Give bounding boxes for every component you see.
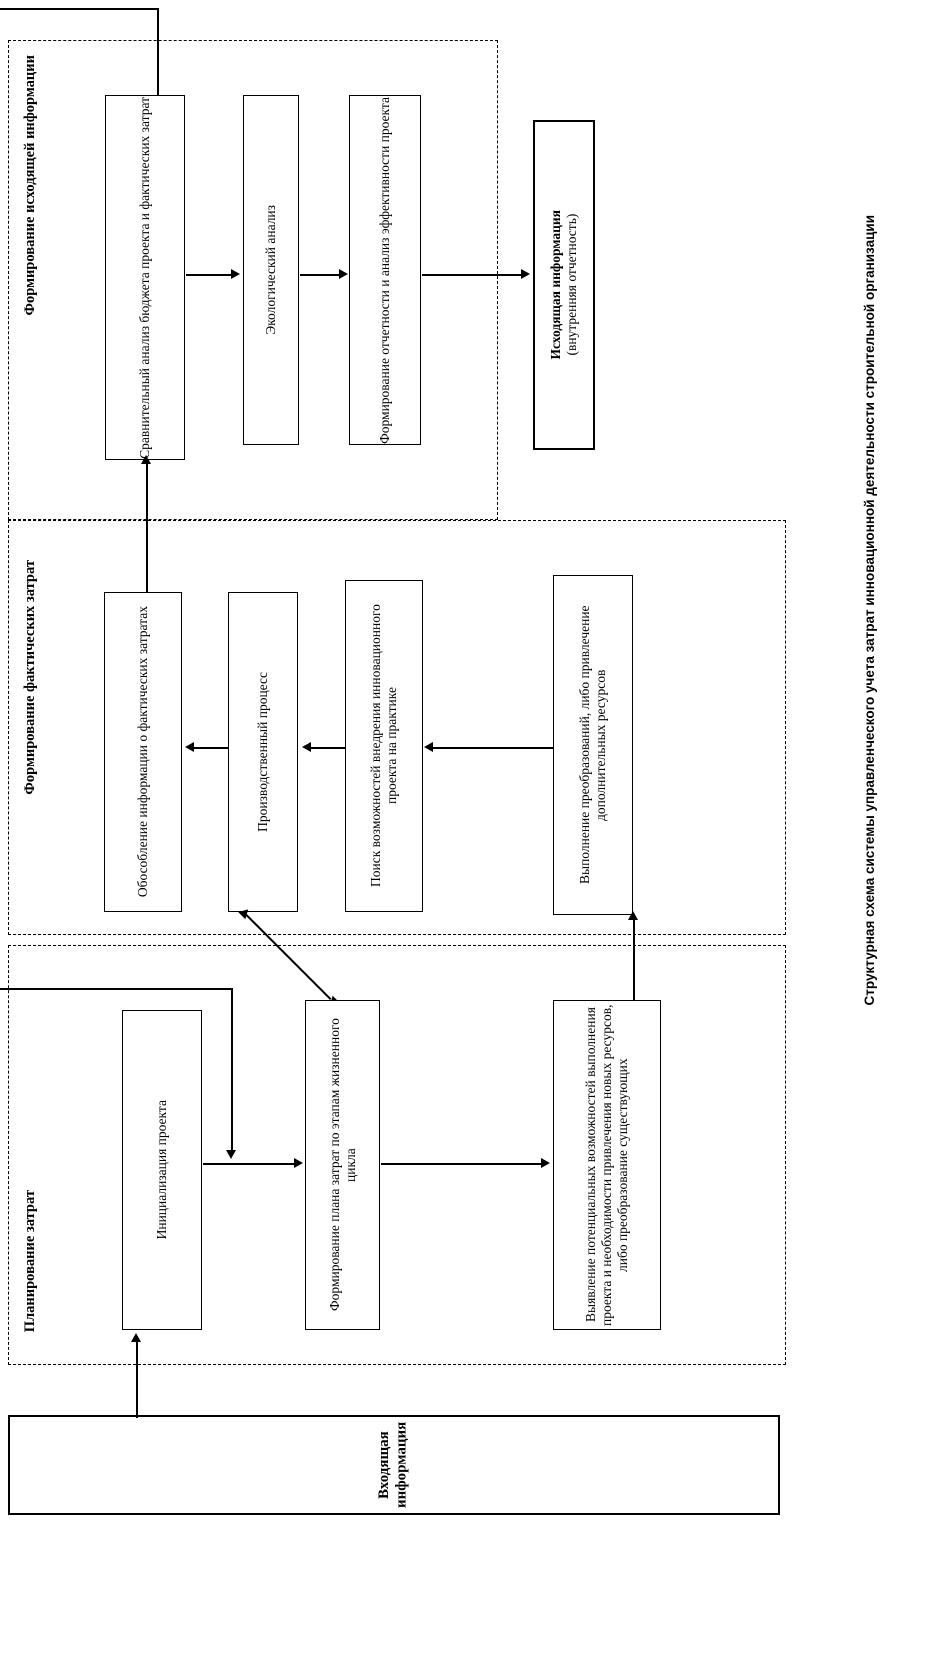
arrowhead-compare-eco	[231, 269, 240, 279]
arrowhead-plan-reveal	[541, 1158, 550, 1168]
arrowhead-search-production	[302, 742, 311, 752]
arrowhead-init-plan	[294, 1158, 303, 1168]
connector-init-plan	[203, 1163, 295, 1165]
arrowhead-planning-loop	[226, 1150, 236, 1159]
box-incoming-information: Входящая информация	[8, 1415, 780, 1515]
planning-loop-vertical	[231, 988, 233, 1153]
box-result-outgoing-info: Исходящая информация (внутренняя отчетность)	[533, 120, 595, 450]
connector-eco-reporting	[300, 274, 340, 276]
planning-loop-horizontal	[0, 988, 232, 990]
connector-compare-eco	[186, 274, 232, 276]
box-transformations: Выполнение преобразований, либо привлечение дополнительных ресурсов	[553, 575, 633, 915]
arrowhead-reporting-result	[521, 269, 530, 279]
connector-search-production	[310, 747, 346, 749]
connector-plan-reveal	[381, 1163, 542, 1165]
box-reveal-potential: Выявление потенциальных возможностей выполнения проекта и необходимости привлечения новых ресурсов, либо преобразование существующих	[553, 1000, 661, 1330]
connector-reporting-result	[422, 274, 522, 276]
arrowhead-input-init	[131, 1333, 141, 1342]
box-eco-analysis: Экологический анализ	[243, 95, 299, 445]
box-compare: Сравнительный анализ бюджета проекта и фактических затрат	[105, 95, 185, 460]
connector-production-isolate	[193, 747, 229, 749]
arrowhead-transform-search	[424, 742, 433, 752]
box-production-process: Производственный процесс	[228, 592, 298, 912]
arrowhead-isolate-compare	[141, 455, 151, 464]
section-title-outgoing: Формирование исходящей информации	[22, 55, 38, 316]
box-project-initialization: Инициализация проекта	[122, 1010, 202, 1330]
connector-transform-search	[432, 747, 554, 749]
arrowhead-reveal-transform	[628, 911, 638, 920]
feedback-line-vertical	[157, 8, 159, 96]
box-isolate-actual-costs: Обособление информации о фактических затратах	[104, 592, 182, 912]
arrowhead-eco-reporting	[339, 269, 348, 279]
box-reporting: Формирование отчетности и анализ эффективности проекта	[349, 95, 421, 445]
arrowhead-production-isolate	[185, 742, 194, 752]
connector-isolate-compare	[146, 462, 148, 592]
figure-caption: Структурная схема системы управленческого учета затрат инновационной деятельности строительной организации	[862, 215, 877, 1006]
section-title-actual: Формирование фактических затрат	[22, 560, 38, 795]
box-cost-plan: Формирование плана затрат по этапам жизненного цикла	[305, 1000, 380, 1330]
connector-input-init	[136, 1340, 138, 1418]
box-search-implementation: Поиск возможностей внедрения инновационного проекта на практике	[345, 580, 423, 912]
section-title-planning: Планирование затрат	[22, 1190, 38, 1333]
feedback-line-horizontal	[0, 8, 158, 10]
